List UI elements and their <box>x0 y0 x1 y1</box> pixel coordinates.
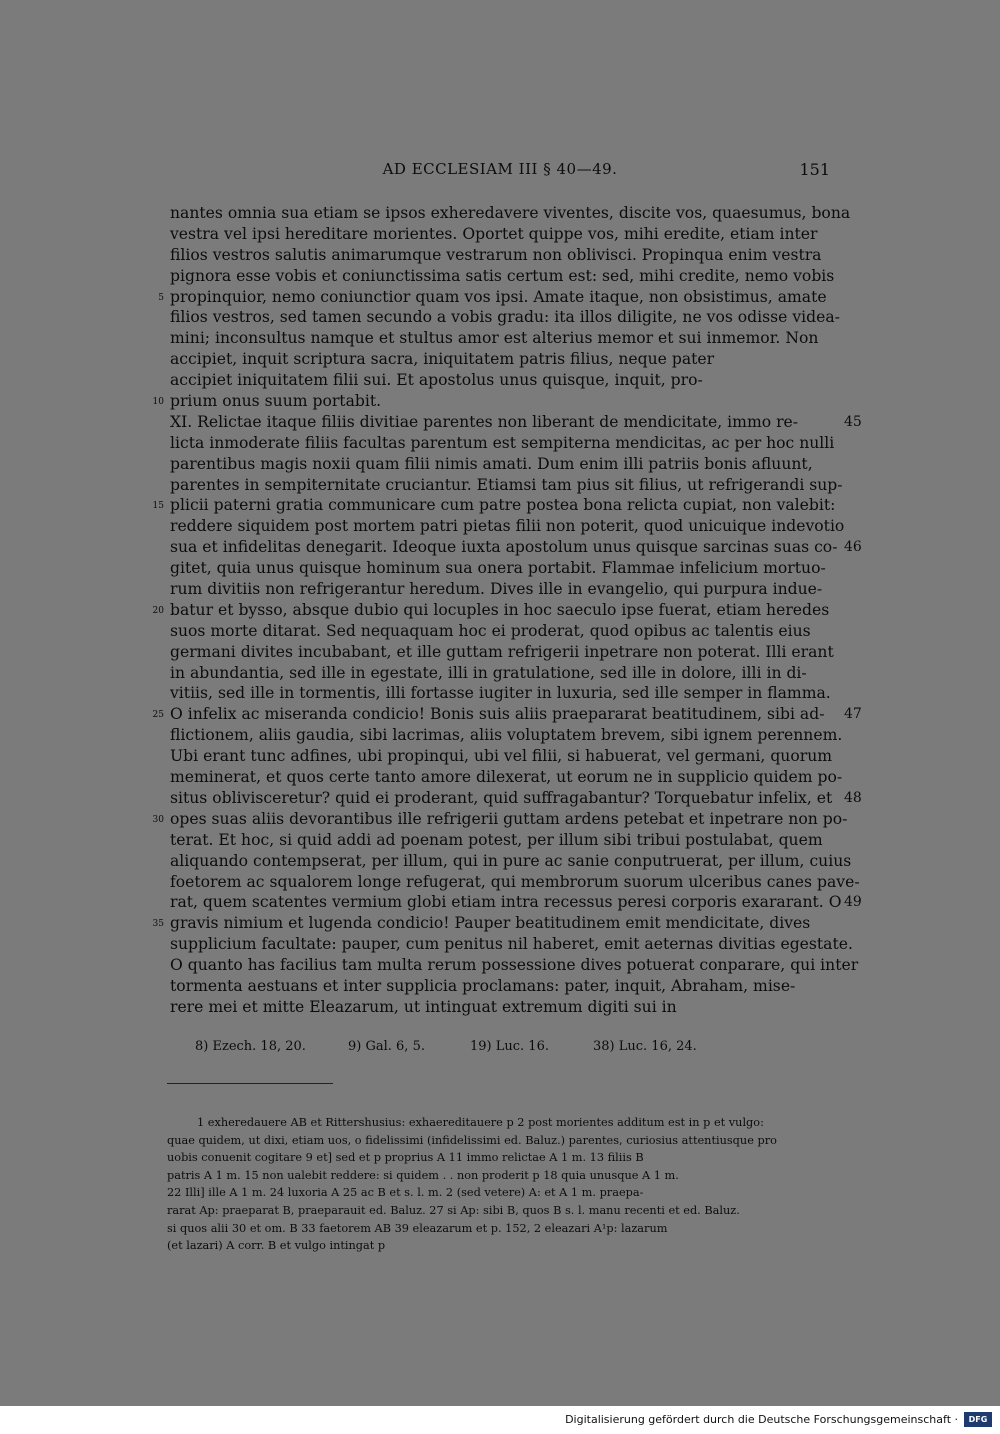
section-number: 47 <box>844 706 862 723</box>
footer-bar <box>0 1406 1000 1434</box>
text-line <box>170 872 860 893</box>
text-line <box>170 746 833 767</box>
text-line <box>170 266 835 287</box>
text-line <box>152 495 836 516</box>
text-line <box>170 955 859 976</box>
line-text: parentibus magis noxii quam filii nimis amati. Dum enim illi patriis bonis afluunt, <box>170 454 813 473</box>
text-line <box>170 683 830 704</box>
line-number: 10 <box>152 397 164 408</box>
line-text: filios vestros, sed tamen secundo a vobis gradu: ita illos diligite, ne vos odisse videa- <box>170 308 840 327</box>
apparatus-line: 1 exheredauere AB et Rittershusius: exhaereditauere p 2 post morientes additum est in p et vulgo: <box>197 1116 764 1129</box>
text-line <box>170 412 862 433</box>
line-text: propinquior, nemo coniunctior quam vos ipsi. Amate itaque, non obsistimus, amate <box>170 287 827 306</box>
line-text: sua et infidelitas denegarit. Ideoque iuxta apostolum unus quisque sarcinas suas co- <box>170 538 838 557</box>
dfg-logo: DFG <box>964 1412 992 1427</box>
main-text <box>152 203 862 1018</box>
line-text: reddere siquidem post mortem patri pietas filii non poterit, quod unicuique indevotio <box>170 517 845 536</box>
text-line <box>170 767 843 788</box>
apparatus-line: si quos alii 30 et om. B 33 faetorem AB 39 eleazarum et p. 152, 2 eleazari A¹p: lazarum <box>167 1221 668 1235</box>
text-line <box>170 349 830 370</box>
text-line <box>170 976 830 997</box>
text-line <box>170 475 843 496</box>
line-text: nantes omnia sua etiam se ipsos exheredavere viventes, discite vos, quaesumus, bona <box>170 204 851 222</box>
line-number: 15 <box>152 501 164 512</box>
line-text: plicii paterni gratia communicare cum patre postea bona relicta cupiat, non valebit: <box>170 496 836 515</box>
apparatus-line: (et lazari) A corr. B et vulgo intingat p <box>167 1239 386 1253</box>
line-text: gravis nimium et lugenda condicio! Pauper beatitudinem emit mendicitate, dives <box>170 914 811 933</box>
line-text: accipiet, inquit scriptura sacra, iniquitatem patris filius, neque pater <box>170 350 715 369</box>
line-text: tormenta aestuans et inter supplicia proclamans: pater, inquit, Abraham, mise- <box>170 976 796 995</box>
text-line <box>170 558 830 579</box>
scripture-reference: 8) Ezech. 18, 20. <box>195 1039 306 1054</box>
line-text: vestra vel ipsi hereditare morientes. Oportet quippe vos, mihi eredite, etiam inter <box>170 224 818 243</box>
line-text: supplicium facultate: pauper, cum penitus nil haberet, emit aeternas divitias egestate. <box>170 935 853 954</box>
text-line <box>170 433 835 454</box>
text-line <box>170 663 830 684</box>
text-line <box>170 788 862 809</box>
line-number: 5 <box>158 292 164 303</box>
line-text: gitet, quia unus quisque hominum sua onera portabit. Flammae infelicium mortuo- <box>170 559 826 578</box>
text-line <box>170 830 830 851</box>
line-number: 30 <box>152 814 164 825</box>
line-text: pignora esse vobis et coniunctissima satis certum est: sed, mihi credite, nemo vobis <box>170 266 835 285</box>
line-text: in abundantia, sed ille in egestate, illi in gratulatione, sed ille in dolore, illi in di- <box>170 663 807 682</box>
page-number: 151 <box>799 160 830 179</box>
line-number: 35 <box>152 919 164 930</box>
line-text: rere mei et mitte Eleazarum, ut intinguat extremum digiti sui in <box>170 997 677 1016</box>
footnote-divider <box>167 1083 333 1084</box>
line-text: suos morte ditarat. Sed nequaquam hoc ei proderat, quod opibus ac talentis eius <box>170 621 811 640</box>
text-line <box>170 892 862 913</box>
text-line <box>170 224 830 245</box>
apparatus-line: patris A 1 m. 15 non ualebit reddere: si quidem . . non proderit p 18 quia unusque A 1 m. <box>167 1168 679 1182</box>
line-text: accipiet iniquitatem filii sui. Et apostolus unus quisque, inquit, pro- <box>170 371 703 390</box>
line-text: opes suas aliis devorantibus ille refrigerii guttam ardens petebat et inpetrare non po- <box>170 809 848 828</box>
text-line <box>170 997 830 1018</box>
text-line <box>170 621 830 642</box>
line-text: rat, quem scatentes vermium globi etiam intra recessus peresi corporis exararant. O <box>170 893 842 912</box>
scripture-references <box>195 1039 815 1057</box>
text-line <box>152 809 848 830</box>
text-line <box>170 328 830 349</box>
line-text: rum divitiis non refrigerantur heredum. Dives ille in evangelio, qui purpura indue- <box>170 580 823 599</box>
section-number: 46 <box>844 539 862 556</box>
line-text: vitiis, sed ille in tormentis, illi fortasse iugiter in luxuria, sed ille semper in flamma. <box>170 684 831 703</box>
text-line <box>158 287 830 308</box>
line-text: filios vestros salutis animarumque vestrarum non oblivisci. Propinqua enim vestra <box>170 245 822 264</box>
scripture-reference: 19) Luc. 16. <box>470 1039 549 1054</box>
apparatus-line: 22 Illi] ille A 1 m. 24 luxoria A 25 ac B et s. l. m. 2 (sed vetere) A: et A 1 m. praepa- <box>167 1186 644 1200</box>
critical-apparatus <box>167 1114 823 1255</box>
line-text: prium onus suum portabit. <box>170 392 382 411</box>
text-line <box>170 454 830 475</box>
page-header <box>170 160 830 184</box>
running-head: AD ECCLESIAM III § 40—49. <box>382 160 618 178</box>
text-line <box>170 203 851 224</box>
section-number: 45 <box>844 413 862 430</box>
text-line <box>170 642 834 663</box>
text-line <box>170 725 843 746</box>
section-number: 49 <box>844 894 862 911</box>
line-text: situs oblivisceretur? quid ei proderant, quid suffragabantur? Torquebatur infelix, et <box>170 788 833 807</box>
text-line <box>152 913 830 934</box>
line-text: aliquando contempserat, per illum, qui in pure ac sanie conputruerat, per illum, cuius <box>170 851 852 870</box>
text-line <box>152 704 862 725</box>
line-text: licta inmoderate filiis facultas parentum est sempiterna mendicitas, ac per hoc nulli <box>170 433 835 452</box>
line-text: foetorem ac squalorem longe refugerat, qui membrorum suorum ulceribus canes pave- <box>170 872 860 891</box>
line-text: O infelix ac miseranda condicio! Bonis suis aliis praepararat beatitudinem, sibi ad- <box>170 705 825 724</box>
apparatus-line: rarat Ap: praeparat B, praeparauit ed. Baluz. 27 si Ap: sibi B, quos B s. l. manu recenti et ed. Baluz. <box>167 1203 740 1217</box>
text-line <box>170 579 830 600</box>
line-text: O quanto has facilius tam multa rerum possessione dives potuerat conparare, qui inter <box>170 956 859 975</box>
line-text: batur et bysso, absque dubio qui locuples in hoc saeculo ipse fuerat, etiam heredes <box>170 600 830 619</box>
text-line <box>170 851 852 872</box>
line-number: 25 <box>152 710 164 721</box>
line-text: parentes in sempiternitate cruciantur. Etiamsi tam pius sit filius, ut refrigerandi sup- <box>170 475 843 494</box>
line-text: mini; inconsultus namque et stultus amor est alterius memor et sui inmemor. Non <box>170 329 819 348</box>
scripture-reference: 9) Gal. 6, 5. <box>348 1039 425 1054</box>
line-number: 20 <box>152 605 164 616</box>
apparatus-line: uobis conuenit cogitare 9 et] sed et p proprius A 11 immo relictae A 1 m. 13 filiis B <box>167 1151 644 1165</box>
line-text: terat. Et hoc, si quid addi ad poenam potest, per illum sibi tribui postulabat, quem <box>170 830 823 849</box>
scripture-reference: 38) Luc. 16, 24. <box>593 1039 697 1054</box>
apparatus-line: quae quidem, ut dixi, etiam uos, o fidelissimi (infidelissimi ed. Baluz.) parentes, curiosius attentiusque pro <box>167 1133 777 1147</box>
line-text: flictionem, aliis gaudia, sibi lacrimas, aliis voluptatem brevem, sibi ignem perennem. <box>170 726 843 745</box>
line-text: meminerat, et quos certe tanto amore dilexerat, ut eorum ne in supplicio quidem po- <box>170 768 843 787</box>
text-line <box>170 934 853 955</box>
line-text: Ubi erant tunc adfines, ubi propinqui, ubi vel filii, si habuerat, vel germani, quorum <box>170 747 833 766</box>
text-line <box>170 370 830 391</box>
text-line <box>170 537 862 558</box>
text-line <box>170 307 840 328</box>
funding-notice: Digitalisierung gefördert durch die Deutsche Forschungsgemeinschaft · <box>565 1413 958 1426</box>
line-text: germani divites incubabant, et ille guttam refrigerii inpetrare non poterat. Illi erant <box>170 642 834 661</box>
text-line <box>152 600 830 621</box>
text-line <box>170 516 845 537</box>
line-text: XI. Relictae itaque filiis divitiae parentes non liberant de mendicitate, immo re- <box>170 412 799 431</box>
section-number: 48 <box>844 789 862 806</box>
text-line <box>170 245 830 266</box>
text-line <box>152 391 830 412</box>
